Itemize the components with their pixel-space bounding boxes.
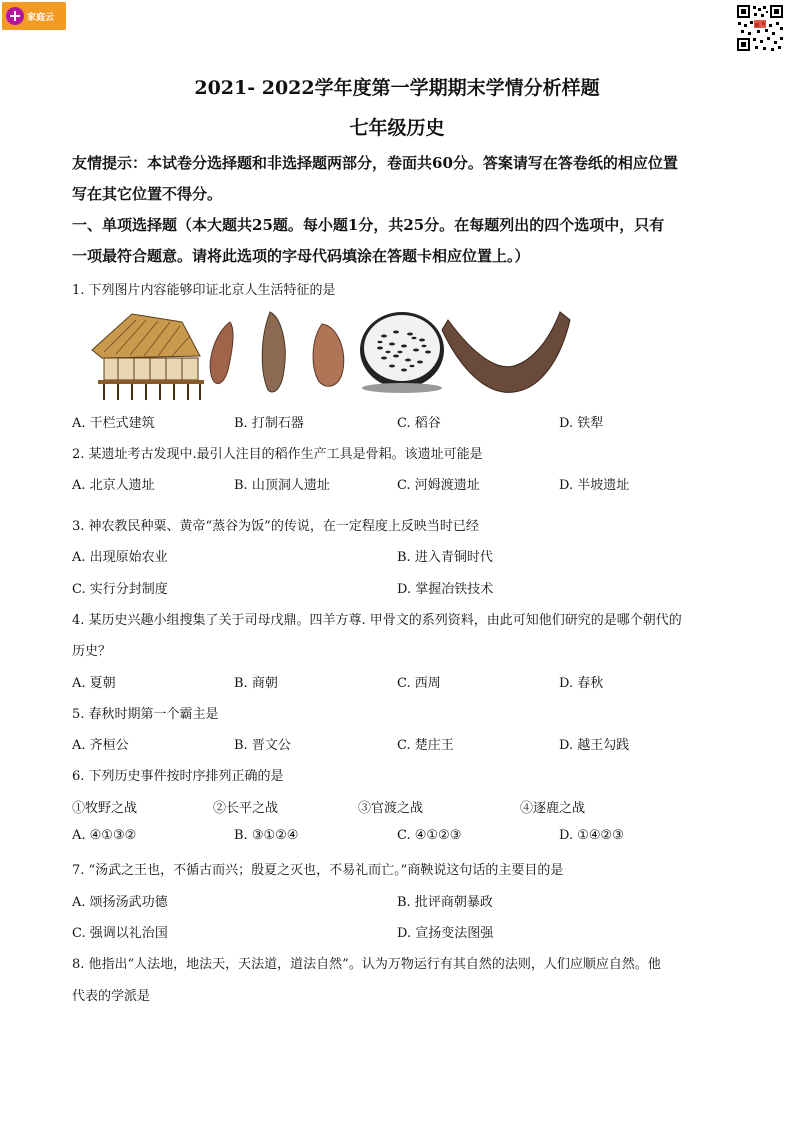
exam-title: 2021- 2022学年度第一学期期末学情分析样题 (194, 77, 600, 99)
question-1-option-c: C. 稻谷 (397, 416, 441, 431)
question-7-option-b: B. 批评商朝暴政 (397, 895, 493, 910)
question-2-option-c: C. 河姆渡遗址 (397, 478, 480, 493)
question-6-item-4: ④逐鹿之战 (520, 801, 586, 816)
question-7-option-d: D. 宣扬变法图强 (397, 926, 494, 941)
question-4-stem: 4. 某历史兴趣小组搜集了关于司母戊鼎。四羊方尊. 甲骨文的系列资料，由此可知他们研究的是哪个朝代的 (72, 613, 682, 628)
question-4-option-d: D. 春秋 (559, 676, 604, 691)
question-3-stem: 3. 神农教民种粟、黄帝“蒸谷为饭”的传说，在一定程度上反映当时已经 (72, 519, 479, 534)
question-1-option-d: D. 铁犁 (559, 416, 604, 431)
question-8-stem: 8. 他指出“人法地，地法天，天法道，道法自然”。认为万物运行有其自然的法则，人们应顺应自然。他 (72, 957, 661, 972)
brand-logo (2, 2, 66, 30)
question-5-option-b: B. 晋文公 (234, 738, 291, 753)
question-7-option-c: C. 强调以礼治国 (72, 926, 168, 941)
question-2-option-a: A. 北京人遗址 (72, 478, 155, 493)
question-6-item-1: ①牧野之战 (72, 801, 138, 816)
stilt-house-image (92, 314, 204, 400)
question-2-option-b: B. 山顶洞人遗址 (234, 478, 330, 493)
question-3-option-a: A. 出现原始农业 (72, 550, 168, 565)
chipped-stone-2 (262, 312, 285, 392)
question-4-stem-continued: 历史？ (72, 644, 112, 659)
question-4-option-b: B. 商朝 (234, 676, 278, 691)
question-5-option-d: D. 越王勾践 (559, 738, 630, 753)
notice-line-1: 友情提示：本试卷分选择题和非选择题两部分，卷面共60分。答案请写在答卷纸的相应位置 (72, 154, 678, 172)
question-2-stem: 2. 某遗址考古发现中.最引人注目的稻作生产工具是骨耜。该遗址可能是 (72, 447, 483, 462)
iron-plow-image (442, 312, 570, 392)
logo-text: 家庭云 (27, 12, 55, 23)
section-heading-line-1: 一、单项选择题（本大题共25题。每小题1分，共25分。在每题列出的四个选项中，只有 (72, 216, 665, 234)
question-7-stem: 7. “汤武之王也，不循古而兴；殷夏之灭也，不易礼而亡。”商鞅说这句话的主要目的是 (72, 863, 564, 878)
question-6-item-3: ③官渡之战 (358, 801, 424, 816)
question-3-option-c: C. 实行分封制度 (72, 582, 168, 597)
question-8-stem-continued: 代表的学派是 (72, 989, 151, 1004)
question-5-stem: 5. 春秋时期第一个霸主是 (72, 707, 219, 722)
section-heading-line-2: 一项最符合题意。请将此选项的字母代码填涂在答题卡相应位置上。） (72, 247, 530, 265)
chipped-stone-3 (313, 324, 344, 386)
chipped-stone-1 (210, 322, 233, 384)
question-1-option-b: B. 打制石器 (234, 416, 304, 431)
logo-mark-icon (6, 7, 24, 25)
question-5-option-c: C. 楚庄王 (397, 738, 454, 753)
question-6-option-a: A. ④①③② (72, 828, 137, 843)
question-5-option-a: A. 齐桓公 (72, 738, 129, 753)
question-6-option-d: D. ①④②③ (559, 828, 624, 843)
question-6-stem: 6. 下列历史事件按时序排列正确的是 (72, 769, 284, 784)
question-7-option-a: A. 颂扬汤武功德 (72, 895, 168, 910)
question-6-option-b: B. ③①②④ (234, 828, 299, 843)
question-6-item-2: ②长平之战 (213, 801, 279, 816)
question-4-option-c: C. 西周 (397, 676, 441, 691)
notice-line-2: 写在其它位置不得分。 (72, 185, 223, 203)
question-1-option-a: A. 干栏式建筑 (72, 416, 155, 431)
question-3-option-b: B. 进入青铜时代 (397, 550, 493, 565)
qr-code-icon (736, 4, 784, 52)
question-1-stem: 1. 下列图片内容能够印证北京人生活特征的是 (72, 283, 336, 298)
exam-subject: 七年级历史 (349, 117, 445, 139)
rice-grains-image (360, 312, 444, 393)
question-2-option-d: D. 半坡遗址 (559, 478, 630, 493)
question-6-option-c: C. ④①②③ (397, 828, 462, 843)
question-4-option-a: A. 夏朝 (72, 676, 116, 691)
question-1-images (84, 308, 724, 403)
question-3-option-d: D. 掌握冶铁技术 (397, 582, 494, 597)
